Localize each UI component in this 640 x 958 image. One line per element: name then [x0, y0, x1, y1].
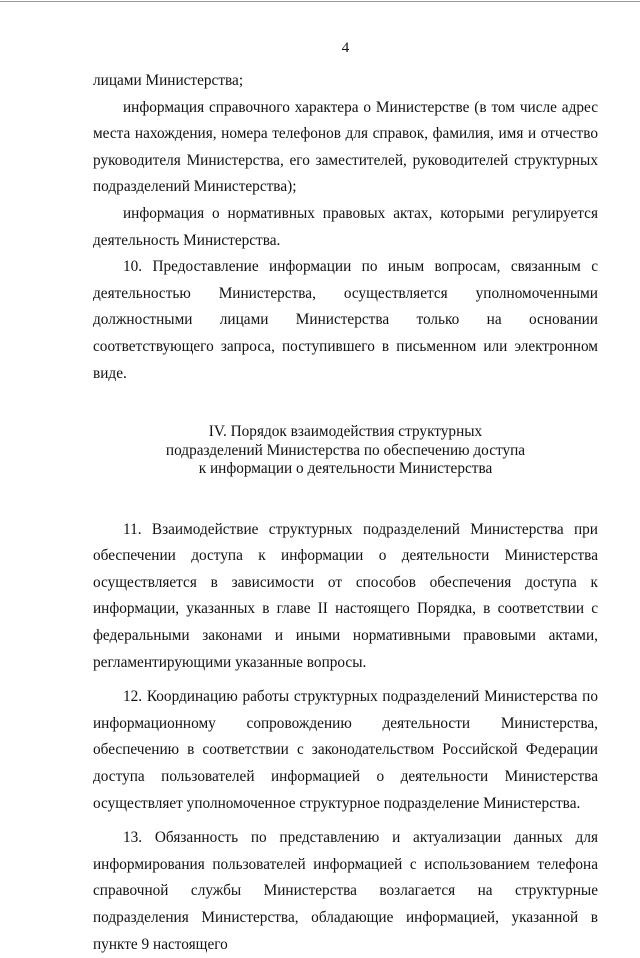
top-border-line [0, 1, 640, 2]
section-heading-line-1: IV. Порядок взаимодействия структурных [208, 423, 483, 441]
paragraph-13: 13. Обязанность по представлению и актуализации данных для информирования пользователей информацией с использованием телефона справочной службы Министерства возлагается на структурные подразделения Министерства, обладающие информацией, указанной в пункте 9 настоящего [93, 829, 598, 953]
paragraph-11: 11. Взаимодействие структурных подразделений Министерства при обеспечении доступа к информации о деятельности Министерства осуществляется в зависимости от способов обеспечения доступа к информации, указанных в главе II настоящего Порядка, в соответствии с федеральными законами и иными нормативными правовыми актами, регламентирующими указанные вопросы. [93, 520, 598, 671]
paragraph-10: 10. Предоставление информации по иным вопросам, связанным с деятельностью Министерства, осуществляется уполномоченными должностными лицами Министерства только на основании соответствующего запроса, поступившего в письменном или электронном виде. [93, 258, 598, 382]
section-heading-line-3: к информации о деятельности Министерства [198, 460, 493, 478]
paragraph-12: 12. Координацию работы структурных подразделений Министерства по информационному сопровождению деятельности Министерства, обеспечению в соответствии с законодательством Российской Федерации доступа пользователей информацией о деятельности Министерства осуществляет уполномоченное структурное подразделение Министерства. [93, 688, 598, 812]
section-heading-line-2: подразделений Министерства по обеспечению доступа [165, 441, 526, 459]
paragraph-continuation: лицами Министерства; [93, 72, 244, 89]
paragraph-legal-acts-info: информация о нормативных правовых актах, которыми регулируется деятельность Министерства. [93, 204, 598, 249]
section-heading-iv [93, 423, 598, 479]
paragraph-reference-info: информация справочного характера о Министерстве (в том числе адрес места нахождения, номера телефонов для справок, фамилия, имя и отчество руководителя Министерства, его заместителей, руководителей структурных подразделений Министерства); [93, 98, 598, 196]
document-body [93, 68, 598, 958]
page-number: 4 [341, 40, 350, 56]
